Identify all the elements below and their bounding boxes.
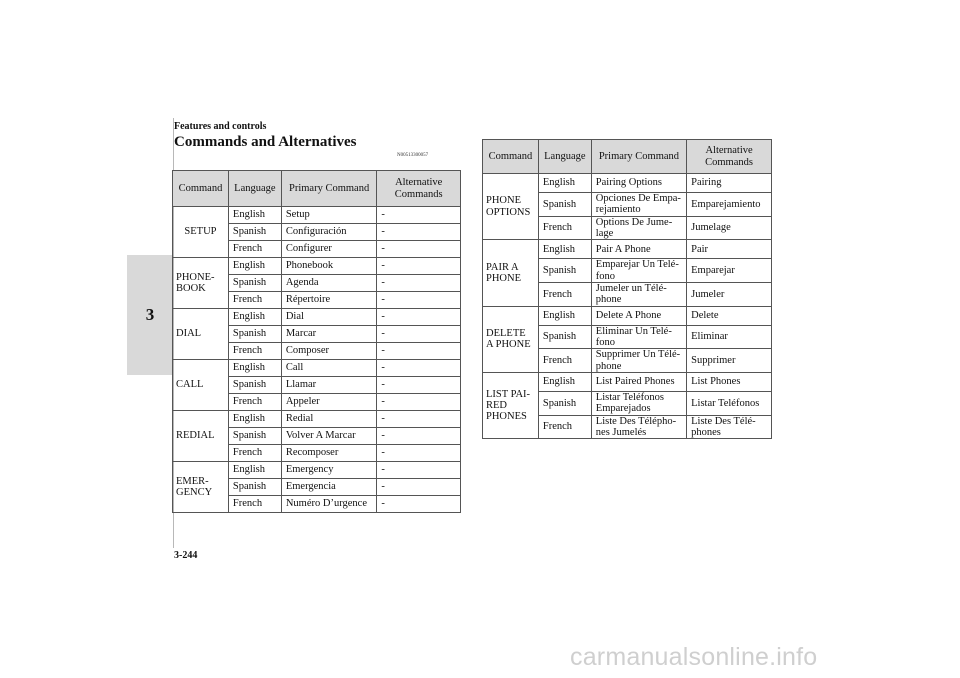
primary-command-cell: Emergency (281, 462, 377, 479)
table-row (173, 309, 461, 326)
primary-command-cell: Call (281, 360, 377, 377)
primary-command-cell: Configuración (281, 224, 377, 241)
command-cell: CALL (173, 360, 229, 411)
chapter-tab (127, 255, 173, 375)
alternative-command-cell: - (377, 428, 461, 445)
language-cell: English (538, 306, 591, 325)
language-cell: English (228, 411, 281, 428)
language-cell: French (538, 282, 591, 306)
language-cell: English (228, 360, 281, 377)
alternative-command-cell: Listar Teléfonos (687, 391, 772, 415)
page-number: 3-244 (174, 550, 198, 561)
alternative-command-cell: - (377, 445, 461, 462)
alternative-command-cell: Jumelage (687, 216, 772, 240)
primary-command-cell: Agenda (281, 275, 377, 292)
primary-command-cell: Pairing Options (591, 174, 686, 193)
column-header-alternative: Alternative Commands (377, 171, 461, 207)
language-cell: English (228, 309, 281, 326)
column-header-language: Language (228, 171, 281, 207)
language-cell: French (228, 292, 281, 309)
table-row (483, 174, 772, 193)
column-header-alternative: Alternative Commands (687, 140, 772, 174)
primary-command-cell: Phonebook (281, 258, 377, 275)
running-header: Features and controls (174, 121, 267, 132)
language-cell: Spanish (538, 325, 591, 349)
alternative-command-cell: Jumeler (687, 282, 772, 306)
alternative-command-cell: - (377, 394, 461, 411)
alternative-command-cell: Emparejar (687, 259, 772, 283)
command-cell: EMER- GENCY (173, 462, 229, 513)
left-table-body (173, 207, 461, 513)
primary-command-cell: Redial (281, 411, 377, 428)
alternative-command-cell: - (377, 258, 461, 275)
language-cell: French (228, 241, 281, 258)
primary-command-cell: Delete A Phone (591, 306, 686, 325)
table-header-row (483, 140, 772, 174)
column-header-primary: Primary Command (591, 140, 686, 174)
language-cell: French (538, 216, 591, 240)
command-cell: DIAL (173, 309, 229, 360)
command-cell: PHONE OPTIONS (483, 174, 539, 240)
language-cell: Spanish (228, 428, 281, 445)
primary-command-cell: Supprimer Un Télé- phone (591, 349, 686, 373)
column-header-command: Command (173, 171, 229, 207)
table-header-row (173, 171, 461, 207)
command-cell: DELETE A PHONE (483, 306, 539, 372)
alternative-command-cell: List Phones (687, 372, 772, 391)
chapter-number: 3 (145, 305, 155, 324)
language-cell: French (228, 445, 281, 462)
primary-command-cell: Eliminar Un Telé- fono (591, 325, 686, 349)
primary-command-cell: Llamar (281, 377, 377, 394)
table-row (483, 306, 772, 325)
command-cell: REDIAL (173, 411, 229, 462)
language-cell: English (538, 174, 591, 193)
language-cell: Spanish (228, 224, 281, 241)
language-cell: English (228, 462, 281, 479)
primary-command-cell: Emparejar Un Telé- fono (591, 259, 686, 283)
primary-command-cell: Configurer (281, 241, 377, 258)
table-row (173, 258, 461, 275)
primary-command-cell: Composer (281, 343, 377, 360)
commands-table-left (172, 170, 461, 513)
primary-command-cell: Opciones De Empa- rejamiento (591, 193, 686, 217)
table-row (483, 372, 772, 391)
table-row (173, 462, 461, 479)
alternative-command-cell: Emparejamiento (687, 193, 772, 217)
alternative-command-cell: - (377, 241, 461, 258)
table-row (483, 240, 772, 259)
language-cell: French (228, 496, 281, 513)
alternative-command-cell: Delete (687, 306, 772, 325)
alternative-command-cell: - (377, 377, 461, 394)
language-cell: English (538, 372, 591, 391)
alternative-command-cell: - (377, 292, 461, 309)
primary-command-cell: Volver A Marcar (281, 428, 377, 445)
primary-command-cell: Dial (281, 309, 377, 326)
primary-command-cell: Recomposer (281, 445, 377, 462)
column-header-command: Command (483, 140, 539, 174)
language-cell: Spanish (538, 193, 591, 217)
language-cell: Spanish (228, 275, 281, 292)
language-cell: French (538, 415, 591, 439)
language-cell: Spanish (228, 326, 281, 343)
primary-command-cell: Marcar (281, 326, 377, 343)
right-table-body (483, 174, 772, 439)
primary-command-cell: Options De Jume- lage (591, 216, 686, 240)
alternative-command-cell: - (377, 309, 461, 326)
language-cell: French (228, 343, 281, 360)
language-cell: English (228, 207, 281, 224)
column-header-primary: Primary Command (281, 171, 377, 207)
primary-command-cell: List Paired Phones (591, 372, 686, 391)
language-cell: English (538, 240, 591, 259)
language-cell: Spanish (538, 391, 591, 415)
primary-command-cell: Jumeler un Télé- phone (591, 282, 686, 306)
alternative-command-cell: - (377, 275, 461, 292)
command-cell: LIST PAI- RED PHONES (483, 372, 539, 438)
section-title: Commands and Alternatives (174, 134, 357, 150)
alternative-command-cell: Supprimer (687, 349, 772, 373)
alternative-command-cell: - (377, 462, 461, 479)
language-cell: French (228, 394, 281, 411)
alternative-command-cell: - (377, 479, 461, 496)
alternative-command-cell: Eliminar (687, 325, 772, 349)
alternative-command-cell: - (377, 224, 461, 241)
primary-command-cell: Emergencia (281, 479, 377, 496)
primary-command-cell: Setup (281, 207, 377, 224)
alternative-command-cell: Liste Des Télé- phones (687, 415, 772, 439)
alternative-command-cell: Pairing (687, 174, 772, 193)
language-cell: English (228, 258, 281, 275)
primary-command-cell: Listar Teléfonos Emparejados (591, 391, 686, 415)
alternative-command-cell: - (377, 360, 461, 377)
primary-command-cell: Numéro D’urgence (281, 496, 377, 513)
command-cell: PHONE- BOOK (173, 258, 229, 309)
table-row (173, 360, 461, 377)
alternative-command-cell: - (377, 411, 461, 428)
primary-command-cell: Répertoire (281, 292, 377, 309)
alternative-command-cell: - (377, 326, 461, 343)
alternative-command-cell: - (377, 343, 461, 360)
column-header-language: Language (538, 140, 591, 174)
table-row (173, 411, 461, 428)
language-cell: Spanish (538, 259, 591, 283)
command-cell: PAIR A PHONE (483, 240, 539, 306)
table-row (173, 207, 461, 224)
section-code: N00513300057 (397, 153, 429, 158)
language-cell: Spanish (228, 479, 281, 496)
primary-command-cell: Liste Des Télépho- nes Jumelés (591, 415, 686, 439)
alternative-command-cell: - (377, 496, 461, 513)
language-cell: Spanish (228, 377, 281, 394)
watermark: carmanualsonline.info (570, 643, 818, 671)
commands-table-right (482, 139, 772, 439)
alternative-command-cell: Pair (687, 240, 772, 259)
language-cell: French (538, 349, 591, 373)
alternative-command-cell: - (377, 207, 461, 224)
primary-command-cell: Pair A Phone (591, 240, 686, 259)
command-cell: SETUP (173, 207, 229, 258)
primary-command-cell: Appeler (281, 394, 377, 411)
